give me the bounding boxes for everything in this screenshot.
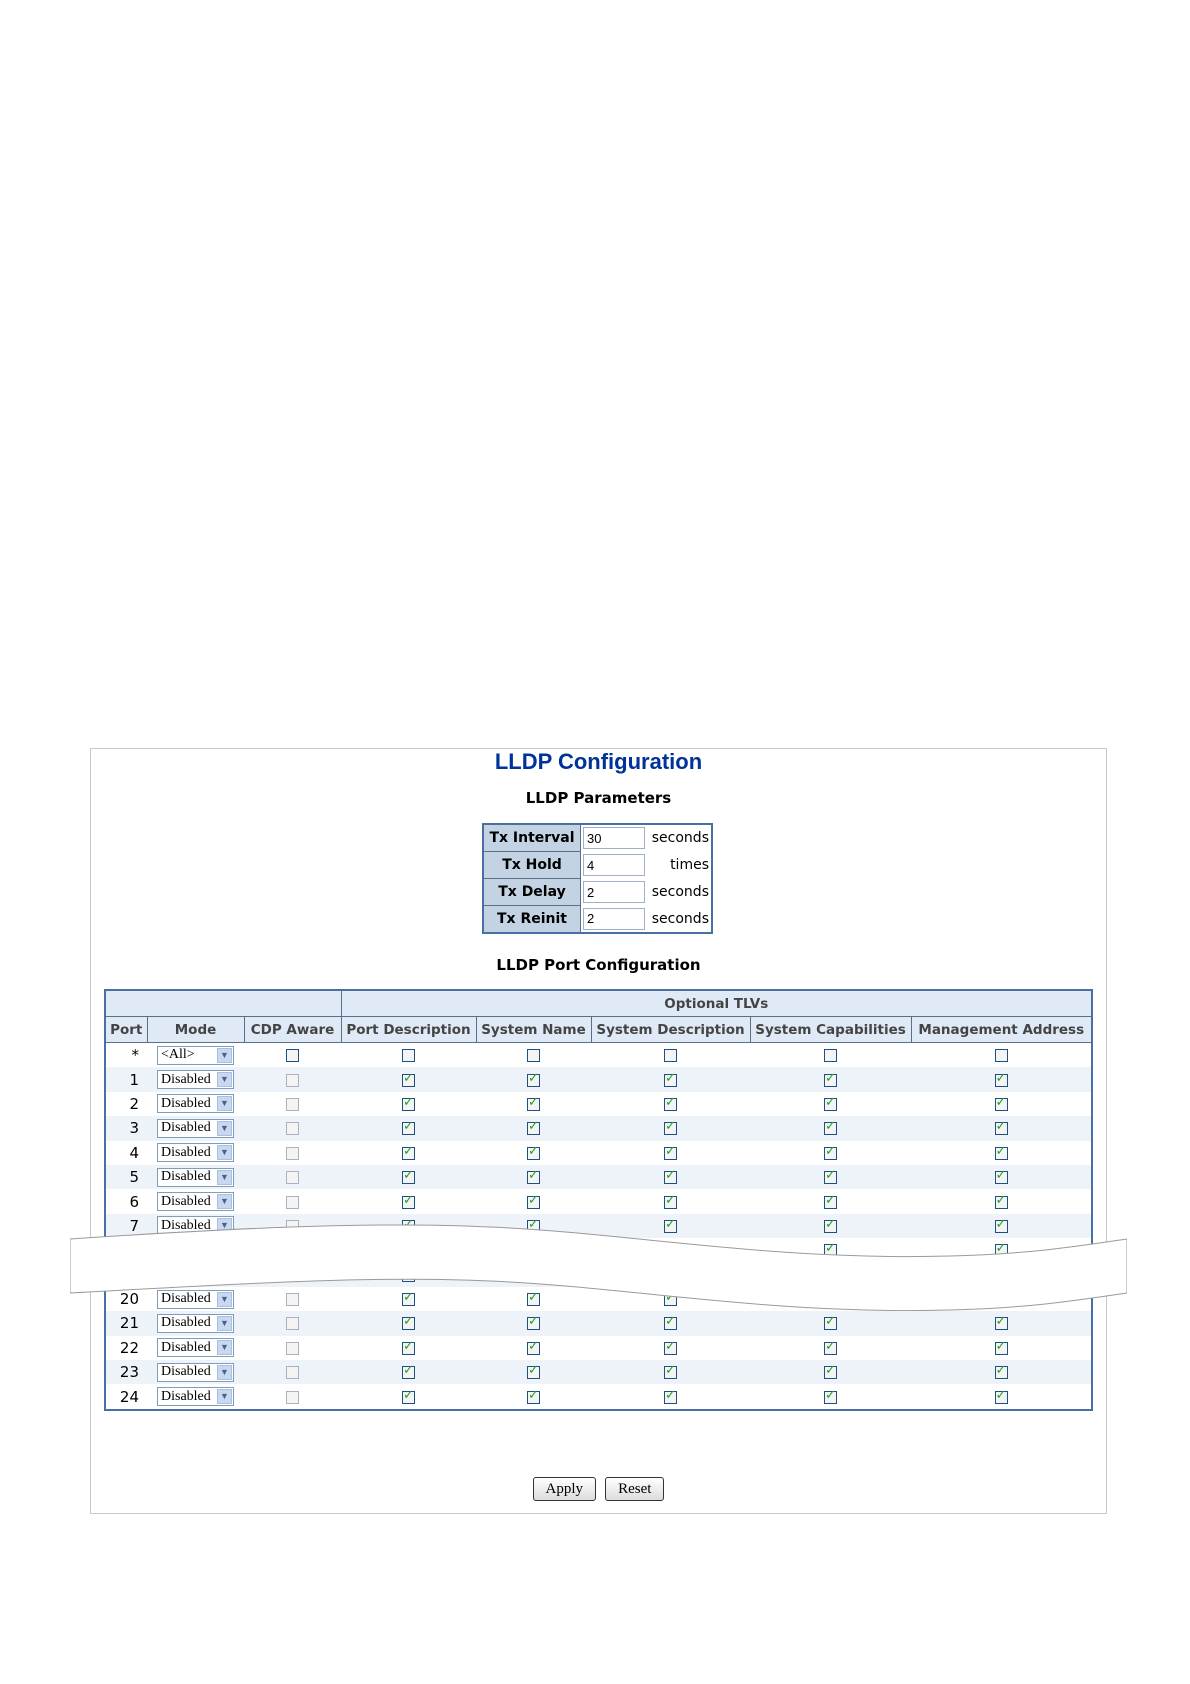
management-address-checkbox[interactable] — [995, 1391, 1008, 1404]
param-label: Tx Delay — [483, 879, 581, 906]
system-name-checkbox[interactable] — [527, 1147, 540, 1160]
params-table — [482, 823, 713, 934]
port-description-checkbox[interactable] — [402, 1171, 415, 1184]
system-name-checkbox[interactable] — [527, 1196, 540, 1209]
tx-delay-input[interactable] — [583, 881, 645, 903]
mode-value: Disabled — [161, 1169, 211, 1185]
mode-value: Disabled — [161, 1388, 211, 1404]
reset-button[interactable]: Reset — [605, 1477, 664, 1501]
port-number: 7 — [105, 1214, 147, 1238]
system-description-checkbox[interactable] — [664, 1317, 677, 1330]
mode-value: Disabled — [161, 1217, 211, 1233]
param-unit: seconds — [651, 830, 709, 847]
cdp-aware-checkbox[interactable] — [286, 1098, 299, 1111]
param-row-tx-interval — [483, 824, 712, 852]
system-capabilities-checkbox[interactable] — [824, 1049, 837, 1062]
port-number: 22 — [105, 1336, 147, 1360]
chevron-down-icon[interactable]: ▼ — [217, 1389, 232, 1404]
system-name-checkbox[interactable] — [527, 1171, 540, 1184]
chevron-down-icon[interactable]: ▼ — [217, 1048, 232, 1063]
management-address-checkbox[interactable] — [995, 1196, 1008, 1209]
cdp-aware-checkbox[interactable] — [286, 1366, 299, 1379]
mode-value: Disabled — [161, 1071, 211, 1087]
port-config-table — [104, 989, 1093, 1411]
system-capabilities-checkbox[interactable] — [824, 1171, 837, 1184]
system-description-checkbox[interactable] — [664, 1147, 677, 1160]
port-description-checkbox[interactable] — [402, 1366, 415, 1379]
system-capabilities-checkbox[interactable] — [824, 1147, 837, 1160]
mode-select[interactable] — [157, 1387, 234, 1406]
mode-select[interactable] — [157, 1314, 234, 1333]
tx-hold-input[interactable] — [583, 854, 645, 876]
management-address-checkbox[interactable] — [995, 1074, 1008, 1087]
system-capabilities-checkbox[interactable] — [824, 1366, 837, 1379]
mode-select[interactable] — [157, 1094, 234, 1113]
table-row — [105, 1067, 1092, 1091]
system-description-checkbox[interactable] — [664, 1342, 677, 1355]
port-number: 5 — [105, 1165, 147, 1189]
table-row — [105, 1165, 1092, 1189]
col-cdp-aware: CDP Aware — [244, 1017, 341, 1043]
table-break-wave — [70, 1221, 1127, 1311]
param-unit: seconds — [651, 884, 709, 900]
port-description-checkbox[interactable] — [402, 1342, 415, 1355]
system-capabilities-checkbox[interactable] — [824, 1196, 837, 1209]
mode-select[interactable] — [157, 1119, 234, 1138]
chevron-down-icon[interactable]: ▼ — [217, 1145, 232, 1160]
table-row — [105, 1189, 1092, 1213]
system-capabilities-checkbox[interactable] — [824, 1122, 837, 1135]
params-heading: LLDP Parameters — [525, 789, 672, 807]
col-management-address: Management Address — [911, 1017, 1092, 1043]
param-unit: times — [670, 857, 709, 873]
port-number: 23 — [105, 1360, 147, 1384]
chevron-down-icon[interactable]: ▼ — [217, 1072, 232, 1087]
cdp-aware-checkbox[interactable] — [286, 1074, 299, 1087]
port-description-checkbox[interactable] — [402, 1391, 415, 1404]
system-description-checkbox[interactable] — [664, 1074, 677, 1087]
mode-value: Disabled — [161, 1193, 211, 1209]
col-mode: Mode — [147, 1017, 244, 1043]
mode-value: Disabled — [161, 1120, 211, 1136]
system-capabilities-checkbox[interactable] — [824, 1342, 837, 1355]
port-config-heading: LLDP Port Configuration — [496, 956, 701, 974]
param-row-tx-delay — [483, 879, 712, 906]
table-row — [105, 1116, 1092, 1140]
management-address-checkbox[interactable] — [995, 1366, 1008, 1379]
page-title: LLDP Configuration — [494, 749, 703, 774]
cdp-aware-checkbox[interactable] — [286, 1196, 299, 1209]
system-name-checkbox[interactable] — [527, 1098, 540, 1111]
cdp-aware-checkbox[interactable] — [286, 1317, 299, 1330]
port-description-checkbox[interactable] — [402, 1049, 415, 1062]
param-row-tx-reinit — [483, 906, 712, 934]
table-row — [105, 1336, 1092, 1360]
tx-reinit-input[interactable] — [583, 908, 645, 930]
table-row — [105, 1311, 1092, 1335]
system-name-checkbox[interactable] — [527, 1122, 540, 1135]
cdp-aware-checkbox[interactable] — [286, 1147, 299, 1160]
chevron-down-icon[interactable]: ▼ — [217, 1121, 232, 1136]
port-number: * — [105, 1043, 147, 1068]
system-capabilities-checkbox[interactable] — [824, 1317, 837, 1330]
port-number: 24 — [105, 1384, 147, 1409]
port-description-checkbox[interactable] — [402, 1147, 415, 1160]
mode-value: Disabled — [161, 1339, 211, 1355]
system-description-checkbox[interactable] — [664, 1196, 677, 1209]
system-name-checkbox[interactable] — [527, 1074, 540, 1087]
mode-value: Disabled — [161, 1095, 211, 1111]
mode-select[interactable] — [157, 1363, 234, 1382]
port-description-checkbox[interactable] — [402, 1074, 415, 1087]
mode-value: Disabled — [161, 1144, 211, 1160]
management-address-checkbox[interactable] — [995, 1342, 1008, 1355]
system-description-checkbox[interactable] — [664, 1366, 677, 1379]
button-bar — [91, 1477, 1106, 1501]
system-capabilities-checkbox[interactable] — [824, 1391, 837, 1404]
mode-select[interactable] — [157, 1143, 234, 1162]
port-number: 20 — [105, 1287, 147, 1311]
chevron-down-icon[interactable]: ▼ — [217, 1194, 232, 1209]
mode-value: Disabled — [161, 1364, 211, 1380]
port-description-checkbox[interactable] — [402, 1098, 415, 1111]
port-number: 21 — [105, 1311, 147, 1335]
col-system-description: System Description — [591, 1017, 750, 1043]
mode-select[interactable] — [157, 1046, 234, 1065]
param-label: Tx Reinit — [483, 906, 581, 934]
col-system-name: System Name — [476, 1017, 591, 1043]
param-row-tx-hold — [483, 852, 712, 879]
col-port-description: Port Description — [341, 1017, 476, 1043]
mode-select[interactable] — [157, 1070, 234, 1089]
chevron-down-icon[interactable]: ▼ — [217, 1218, 232, 1233]
col-port: Port — [105, 1017, 147, 1043]
param-label: Tx Interval — [483, 824, 581, 852]
system-name-checkbox[interactable] — [527, 1366, 540, 1379]
chevron-down-icon[interactable]: ▼ — [217, 1096, 232, 1111]
chevron-down-icon[interactable]: ▼ — [217, 1170, 232, 1185]
cdp-aware-checkbox[interactable] — [286, 1049, 299, 1062]
optional-tlvs-header: Optional TLVs — [341, 990, 1092, 1017]
cdp-aware-checkbox[interactable] — [286, 1342, 299, 1355]
cdp-aware-checkbox[interactable] — [286, 1122, 299, 1135]
port-number: 1 — [105, 1067, 147, 1091]
system-description-checkbox[interactable] — [664, 1171, 677, 1184]
port-number: 2 — [105, 1092, 147, 1116]
port-description-checkbox[interactable] — [402, 1317, 415, 1330]
management-address-checkbox[interactable] — [995, 1049, 1008, 1062]
system-name-checkbox[interactable] — [527, 1049, 540, 1062]
system-capabilities-checkbox[interactable] — [824, 1098, 837, 1111]
group-header-blank — [105, 990, 341, 1017]
table-row — [105, 1141, 1092, 1165]
management-address-checkbox[interactable] — [995, 1098, 1008, 1111]
table-row — [105, 1360, 1092, 1384]
system-name-checkbox[interactable] — [527, 1317, 540, 1330]
chevron-down-icon[interactable]: ▼ — [217, 1365, 232, 1380]
management-address-checkbox[interactable] — [995, 1317, 1008, 1330]
cdp-aware-checkbox[interactable] — [286, 1391, 299, 1404]
management-address-checkbox[interactable] — [995, 1171, 1008, 1184]
port-description-checkbox[interactable] — [402, 1196, 415, 1209]
config-panel — [90, 748, 1107, 1514]
mode-select[interactable] — [157, 1192, 234, 1211]
chevron-down-icon[interactable]: ▼ — [217, 1316, 232, 1331]
system-name-checkbox[interactable] — [527, 1391, 540, 1404]
chevron-down-icon[interactable]: ▼ — [217, 1340, 232, 1355]
param-label: Tx Hold — [483, 852, 581, 879]
system-description-checkbox[interactable] — [664, 1098, 677, 1111]
system-description-checkbox[interactable] — [664, 1122, 677, 1135]
mode-value: <All> — [161, 1047, 195, 1063]
port-number: 4 — [105, 1141, 147, 1165]
system-description-checkbox[interactable] — [664, 1391, 677, 1404]
port-number: 3 — [105, 1116, 147, 1140]
col-system-capabilities: System Capabilities — [750, 1017, 911, 1043]
tx-interval-input[interactable] — [583, 827, 645, 849]
chevron-down-icon[interactable]: ▼ — [217, 1292, 232, 1307]
table-row-all — [105, 1043, 1092, 1068]
system-name-checkbox[interactable] — [527, 1342, 540, 1355]
apply-button[interactable]: Apply — [533, 1477, 597, 1501]
cdp-aware-checkbox[interactable] — [286, 1171, 299, 1184]
port-number: 6 — [105, 1189, 147, 1213]
management-address-checkbox[interactable] — [995, 1122, 1008, 1135]
system-description-checkbox[interactable] — [664, 1049, 677, 1062]
mode-value: Disabled — [161, 1291, 211, 1307]
management-address-checkbox[interactable] — [995, 1147, 1008, 1160]
mode-select[interactable] — [157, 1168, 234, 1187]
system-capabilities-checkbox[interactable] — [824, 1074, 837, 1087]
mode-select[interactable] — [157, 1338, 234, 1357]
mode-value: Disabled — [161, 1315, 211, 1331]
param-unit: seconds — [651, 910, 709, 927]
port-description-checkbox[interactable] — [402, 1122, 415, 1135]
table-row — [105, 1092, 1092, 1116]
table-row — [105, 1384, 1092, 1409]
